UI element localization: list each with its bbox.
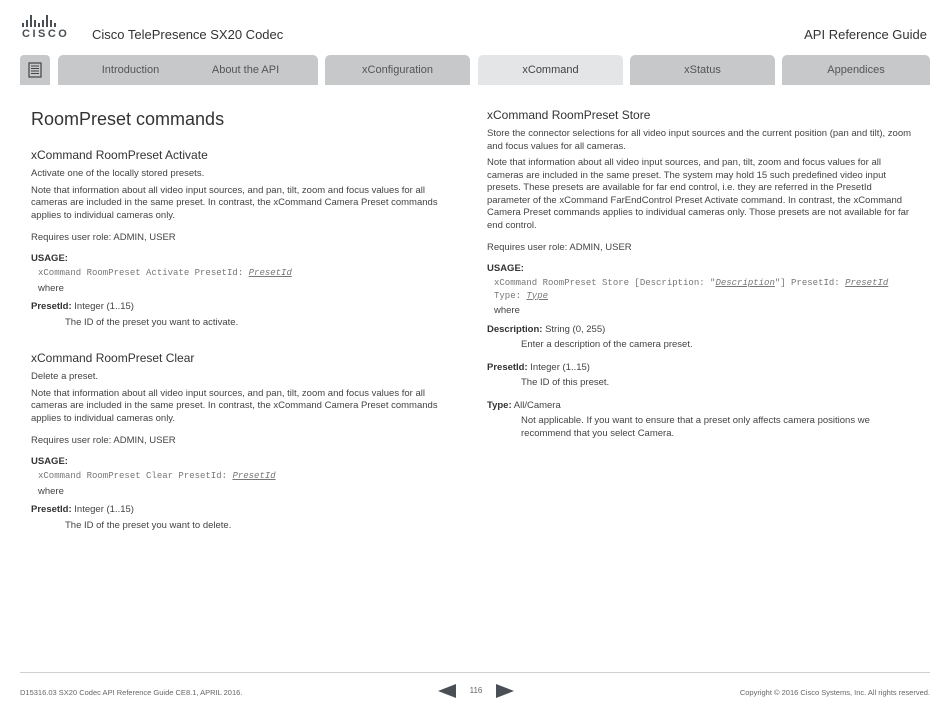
tab-about-the-api[interactable]: About the API xyxy=(173,55,318,85)
store-param-name: Type: xyxy=(487,399,512,411)
store-param-presetid xyxy=(487,362,917,375)
store-param-type-row xyxy=(487,400,917,413)
store-param-name: PresetId: xyxy=(487,361,528,373)
store-code-text-1: xCommand RoomPreset Store [Description: " xyxy=(494,278,716,288)
clear-where: where xyxy=(38,485,64,497)
store-code-text-3: Type: xyxy=(494,290,527,301)
footer-divider xyxy=(20,672,930,673)
store-param-type: All/Camera xyxy=(511,399,561,411)
store-param-type: String (0, 255) xyxy=(542,323,606,335)
document-icon xyxy=(28,62,42,78)
page-title: RoomPreset commands xyxy=(31,109,225,129)
footer-document-id: D15316.03 SX20 Codec API Reference Guide CE8.1, APRIL 2016. xyxy=(20,688,243,697)
page-header xyxy=(0,0,950,50)
clear-role: Requires user role: ADMIN, USER xyxy=(31,435,176,446)
tab-xconfiguration[interactable]: xConfiguration xyxy=(325,55,470,85)
cisco-logo xyxy=(22,15,70,41)
guide-title: API Reference Guide xyxy=(804,27,927,42)
store-code-arg-description: Description xyxy=(715,278,775,288)
clear-param xyxy=(31,504,441,517)
right-column xyxy=(487,108,917,454)
roompreset-activate-section xyxy=(31,148,441,329)
clear-code-text: xCommand RoomPreset Clear PresetId: xyxy=(38,471,233,481)
store-param-desc: The ID of this preset. xyxy=(521,377,610,388)
tab-xstatus[interactable]: xStatus xyxy=(630,55,775,85)
footer-copyright: Copyright © 2016 Cisco Systems, Inc. All rights reserved. xyxy=(739,688,930,697)
store-role: Requires user role: ADMIN, USER xyxy=(487,242,632,253)
store-code-text-2: "] PresetId: xyxy=(774,278,846,288)
store-param-description xyxy=(487,324,917,337)
tab-introduction[interactable]: Introduction xyxy=(58,55,203,85)
top-navigation xyxy=(20,55,930,85)
store-desc-1: Store the connector selections for all video input sources and the current position (pan and tilt), zoom and focus values for all cameras. xyxy=(487,128,912,152)
activate-code-arg: PresetId xyxy=(248,268,292,278)
store-param-name: Description: xyxy=(487,323,543,335)
store-desc-2: Note that information about all video input sources, and pan, tilt, zoom and focus values for all cameras are included in the same preset. The system may hold 15 such predefined video input presets. These presets are available for far end control, i.e. they are referred in the PresetId parameter of the xCommand FarEndControl Preset Activate command. In contrast, the xCommand Camera Preset commands applies to individual cameras only. Those presets are not available for far end control. xyxy=(487,157,910,231)
clear-heading: xCommand RoomPreset Clear xyxy=(31,351,195,365)
roompreset-clear-section xyxy=(31,351,441,532)
activate-role: Requires user role: ADMIN, USER xyxy=(31,232,176,243)
clear-desc-2: Note that information about all video input sources, and pan, tilt, zoom and focus values for all cameras are included in the same preset. In contrast, the xCommand Camera Preset commands applies to individual cameras only. xyxy=(31,387,438,424)
cisco-logo-text: CISCO xyxy=(22,28,70,40)
store-code xyxy=(494,277,917,302)
store-heading: xCommand RoomPreset Store xyxy=(487,108,651,122)
clear-desc-1: Delete a preset. xyxy=(31,371,99,382)
activate-param-type: Integer (1..15) xyxy=(71,301,134,312)
clear-param-name: PresetId: xyxy=(31,504,72,515)
left-column xyxy=(31,108,441,546)
store-code-arg-type: Type xyxy=(526,290,549,301)
activate-desc-1: Activate one of the locally stored presets. xyxy=(31,168,205,179)
next-page-arrow-icon[interactable] xyxy=(496,684,514,698)
previous-page-arrow-icon[interactable] xyxy=(438,684,456,698)
activate-heading: xCommand RoomPreset Activate xyxy=(31,148,208,162)
activate-param xyxy=(31,301,441,314)
store-param-desc: Not applicable. If you want to ensure that a preset only affects camera positions we recommend that you select Camera. xyxy=(521,415,870,439)
store-usage-label: USAGE: xyxy=(487,262,524,274)
clear-param-type: Integer (1..15) xyxy=(71,504,134,515)
activate-desc-2: Note that information about all video input sources, and pan, tilt, zoom and focus values for all cameras are included in the same preset. In contrast, the xCommand Camera Preset commands applies to individual cameras only. xyxy=(31,184,438,221)
store-code-arg-presetid: PresetId xyxy=(845,278,889,288)
clear-code-arg: PresetId xyxy=(232,471,276,481)
activate-usage-label: USAGE: xyxy=(31,252,68,264)
clear-code xyxy=(38,470,441,483)
activate-param-name: PresetId: xyxy=(31,301,72,312)
activate-param-desc: The ID of the preset you want to activate. xyxy=(65,316,239,328)
clear-param-desc: The ID of the preset you want to delete. xyxy=(65,519,232,531)
page-navigator xyxy=(438,684,514,698)
clear-usage-label: USAGE: xyxy=(31,455,68,467)
cisco-logo-bars-icon xyxy=(22,15,64,27)
activate-where: where xyxy=(38,282,64,294)
activate-code-text: xCommand RoomPreset Activate PresetId: xyxy=(38,268,249,278)
store-param-type: Integer (1..15) xyxy=(527,361,590,373)
activate-code xyxy=(38,267,441,280)
tab-appendices[interactable]: Appendices xyxy=(782,55,930,85)
tab-xcommand[interactable]: xCommand xyxy=(478,55,623,85)
page-number: 116 xyxy=(469,686,483,695)
roompreset-store-section xyxy=(487,108,917,440)
store-param-desc: Enter a description of the camera preset. xyxy=(521,339,693,350)
store-where: where xyxy=(494,305,520,316)
menu-button[interactable] xyxy=(20,55,50,85)
product-title: Cisco TelePresence SX20 Codec xyxy=(92,27,284,42)
